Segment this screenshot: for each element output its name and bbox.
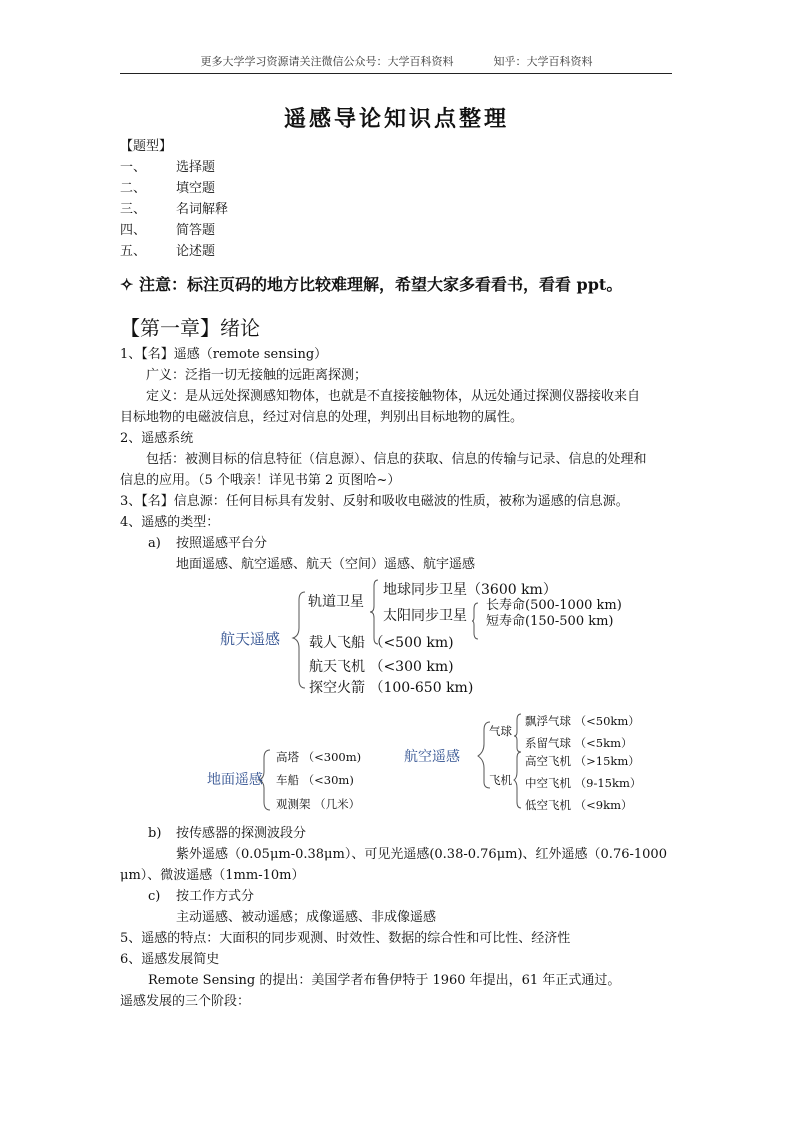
text-line: 地面遥感、航空遥感、航天（空间）遥感、航宇遥感: [176, 557, 476, 572]
air-balloon: 气球: [489, 724, 512, 738]
text-line: 广义：泛指一切无接触的远距离探测；: [146, 368, 368, 383]
air-plane: 飞机: [489, 773, 512, 787]
space-root: 航天遥感: [220, 630, 281, 648]
type-label: 填空题: [176, 181, 216, 196]
text-line: 4、遥感的类型：: [120, 515, 220, 530]
space-orbit: 轨道卫星: [308, 594, 364, 610]
ground-frame: 观测架 （几米）: [276, 797, 361, 811]
list-marker: c): [148, 889, 161, 904]
air-high-plane: 高空飞机 （>15km）: [525, 754, 640, 768]
type-num: 一、: [120, 160, 147, 175]
ground-tower: 高塔 （<300m): [276, 750, 362, 764]
type-num: 二、: [120, 181, 147, 196]
text-line: 定义：是从远处探测感知物体，也就是不直接接触物体，从远处通过探测仪器接收来自: [146, 389, 641, 404]
text-line: 按传感器的探测波段分: [176, 826, 307, 841]
space-short: 短寿命(150-500 km): [486, 614, 614, 629]
space-long: 长寿命(500-1000 km): [486, 598, 622, 613]
header-left: 更多大学学习资源请关注微信公众号：大学百科资料: [200, 55, 454, 68]
text-line: 信息的应用。（5 个哦亲！详见书第 2 页图哈~）: [120, 473, 401, 488]
text-line: 1、【名】遥感（remote sensing）: [120, 347, 328, 362]
air-mid-plane: 中空飞机 （9-15km）: [525, 776, 642, 790]
chapter-heading: 【第一章】绪论: [120, 316, 260, 340]
type-num: 三、: [120, 202, 147, 217]
text-line: 按照遥感平台分: [176, 536, 268, 551]
text-line: 主动遥感、被动遥感；成像遥感、非成像遥感: [176, 910, 437, 925]
air-low-plane: 低空飞机 （<9km）: [525, 798, 633, 812]
header-right: 知乎：大学百科资料: [493, 55, 593, 68]
type-label: 名词解释: [176, 202, 229, 217]
doc-title: 遥感导论知识点整理: [283, 106, 509, 132]
text-line: 3、【名】信息源：任何目标具有发射、反射和吸收电磁波的性质，被称为遥感的信息源。: [120, 494, 629, 509]
list-marker: a): [148, 536, 161, 551]
text-line: 紫外遥感（0.05μm-0.38μm）、可见光遥感(0.38-0.76μm)、红外遥感（0.76-1000: [176, 847, 667, 862]
space-rocket: 探空火箭 （100-650 km): [309, 680, 474, 696]
space-sun: 太阳同步卫星: [383, 608, 467, 624]
air-tethered-balloon: 系留气球 （<5km）: [525, 736, 633, 750]
list-marker: b): [148, 826, 162, 841]
text-line: 按工作方式分: [176, 889, 255, 904]
ground-vehicle: 车船 （<30m): [276, 773, 354, 787]
text-line: μm）、微波遥感（1mm-10m）: [120, 868, 305, 883]
type-num: 四、: [120, 223, 147, 238]
type-label: 简答题: [176, 223, 216, 238]
text-line: 遥感发展的三个阶段：: [120, 994, 251, 1009]
space-shuttle: 航天飞机 （<300 km): [309, 659, 454, 675]
air-root: 航空遥感: [404, 749, 460, 765]
space-geo: 地球同步卫星（3600 km）: [383, 582, 557, 598]
type-label: 论述题: [176, 244, 216, 259]
text-line: Remote Sensing 的提出：美国学者布鲁伊特于 1960 年提出，61 年正式通过。: [148, 973, 621, 988]
type-label: 选择题: [176, 160, 216, 175]
text-line: 目标地物的电磁波信息，经过对信息的处理，判别出目标地物的属性。: [120, 410, 524, 425]
type-num: 五、: [120, 244, 147, 259]
text-line: 包括：被测目标的信息特征（信息源）、信息的获取、信息的传输与记录、信息的处理和: [146, 452, 647, 467]
note: ✧ 注意：标注页码的地方比较难理解，希望大家多看看书，看看 ppt。: [120, 275, 623, 294]
types-heading: 【题型】: [120, 139, 173, 154]
text-line: 5、遥感的特点：大面积的同步观测、时效性、数据的综合性和可比性、经济性: [120, 931, 571, 946]
air-free-balloon: 飘浮气球 （<50km）: [525, 714, 640, 728]
space-manned: 载人飞船 （<500 km): [309, 635, 454, 651]
text-line: 2、遥感系统: [120, 431, 194, 446]
ground-root: 地面遥感: [207, 772, 263, 788]
text-line: 6、遥感发展简史: [120, 952, 220, 967]
